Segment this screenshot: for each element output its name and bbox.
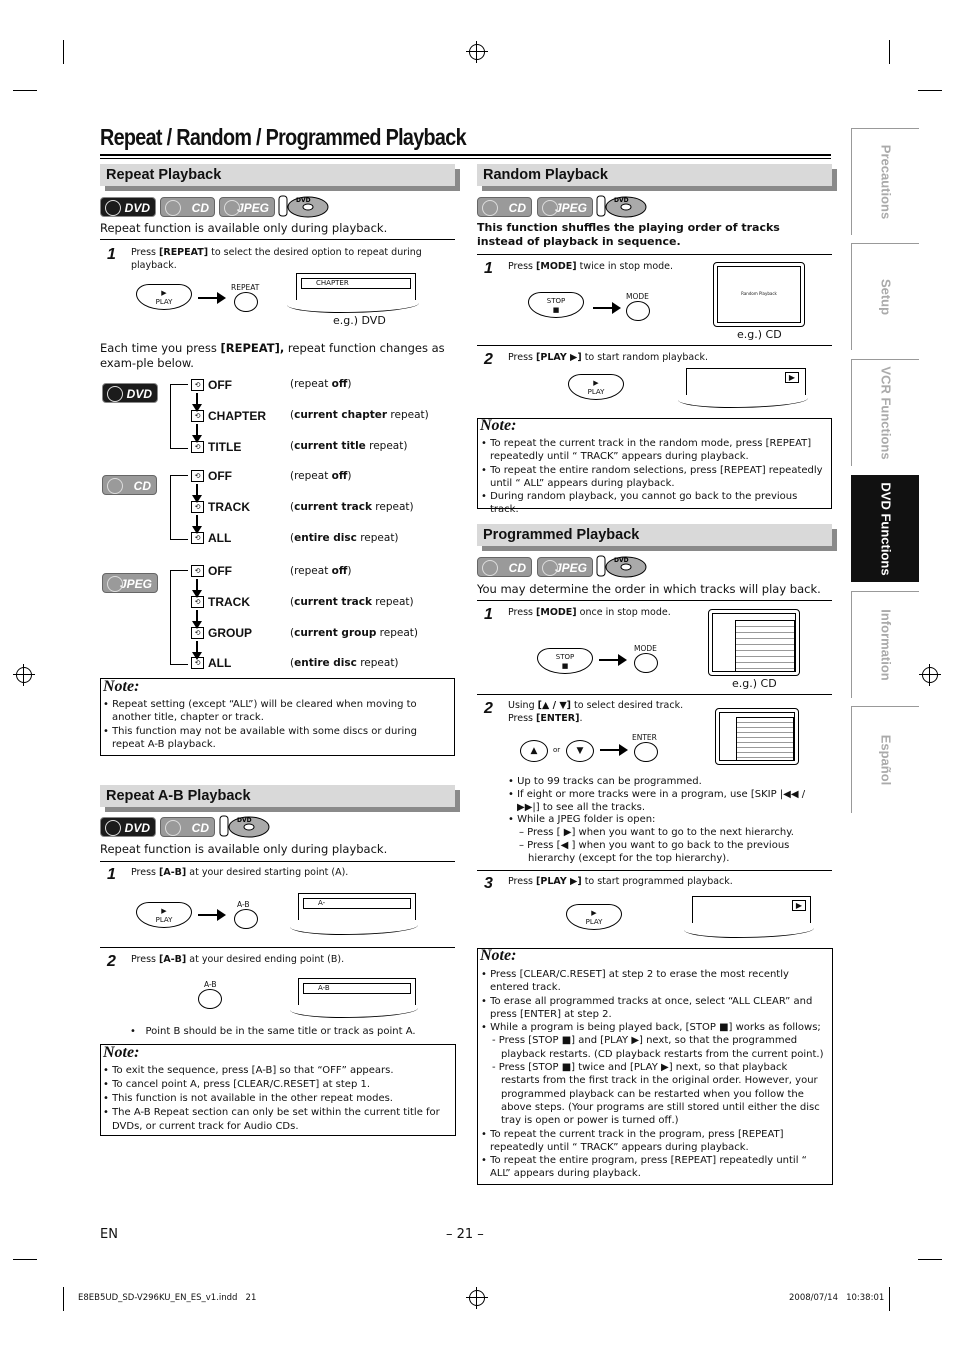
note-item: - Press [STOP ■] twice and [PLAY ▶] next, so that playback restarts from the first track in the original order. However, your programmed playback can be restarted when you follow the above steps. (Your programs are still stored until either the disc tray is open or power is turned off.) — [492, 1062, 820, 1127]
note-item: • To erase all programmed tracks at once, select “ALL CLEAR” and press [ENTER] at step 2. — [481, 995, 813, 1020]
repeat-icon: ⟲ — [191, 441, 204, 453]
cd-badge: CD — [160, 197, 215, 217]
note-item: • This function may not be available with some discs or during repeat A-B playback. — [103, 725, 417, 750]
note-item: • To repeat the current track in the random mode, press [REPEAT] repeatedly until “ TRACK” appears during playback. — [481, 438, 812, 463]
programmed-step3-text: Press [PLAY ▶] to start programmed playback. — [508, 876, 733, 887]
mode-button[interactable] — [626, 301, 650, 321]
programmed-heading: Programmed Playback — [477, 524, 832, 546]
note-title: Note: — [480, 947, 517, 964]
jpeg-option-track: TRACK — [208, 595, 250, 609]
note-item: • To repeat the entire program, press [REPEAT] repeatedly until “ ALL” appears during playback. — [481, 1155, 807, 1180]
programmed-step1-text: Press [MODE] once in stop mode. — [508, 607, 671, 618]
osd-screen: Random Playback — [713, 262, 805, 327]
repeat-icon: ⟲ — [191, 565, 204, 577]
bullet-item: • If eight or more tracks were in a program, use [SKIP |◀◀ / ▶▶|] to see all the tracks. — [508, 788, 806, 813]
step-number: 1 — [484, 606, 493, 623]
repeat-icon: ⟲ — [191, 470, 204, 482]
program-screen — [708, 609, 800, 676]
svg-text:DVD: DVD — [614, 197, 629, 204]
random-step1-text: Press [MODE] twice in stop mode. — [508, 261, 674, 272]
note-item: • To exit the sequence, press [A-B] so that “OFF” appears. — [103, 1065, 394, 1076]
note-item: • To repeat the current track in the program, press [REPEAT] repeatedly until “ TRACK” appears during playback. — [481, 1128, 784, 1153]
jpeg-option-group: GROUP — [208, 626, 253, 640]
program-screen — [715, 708, 799, 765]
arrow-icon — [198, 914, 218, 916]
repeat-icon: ⟲ — [191, 532, 204, 544]
mode-button-label: MODE — [634, 644, 657, 653]
repeat-heading: Repeat Playback — [100, 164, 455, 186]
title-rule — [100, 158, 831, 159]
option-desc: (repeat off) — [290, 565, 352, 577]
ab-step1-text: Press [A-B] at your desired starting point (A). — [131, 867, 349, 878]
dvd-option-title: TITLE — [208, 440, 242, 454]
footer-file: E8EB5UD_SD-V296KU_EN_ES_v1.indd 21 — [78, 1293, 257, 1303]
note-item: • This function is not available in the other repeat modes. — [103, 1093, 393, 1104]
dvd-disc-icon — [596, 194, 648, 218]
osd-screen: CHAPTER — [296, 273, 416, 300]
cd-option-off: OFF — [208, 469, 232, 483]
note-list — [481, 968, 827, 1181]
tab-espanol[interactable]: Español — [851, 706, 919, 813]
enter-button-label: ENTER — [632, 733, 657, 742]
note-item: • During random playback, you cannot go back to the previous track. — [481, 491, 798, 516]
or-label: or — [553, 746, 561, 754]
step-number: 2 — [484, 351, 493, 368]
stop-button[interactable]: STOP ■ — [537, 648, 593, 674]
cd-option-track: TRACK — [208, 500, 250, 514]
page-number: – 21 – — [446, 1227, 484, 1242]
tab-vcr-functions[interactable]: VCR Functions — [851, 359, 919, 466]
repeat-icon: ⟲ — [191, 501, 204, 513]
arrow-icon — [599, 659, 619, 661]
dvd-badge: DVD — [102, 383, 158, 403]
step-number: 2 — [484, 700, 493, 717]
option-desc: (repeat off) — [290, 470, 352, 482]
bullet-item: • While a JPEG folder is open: — [508, 814, 656, 826]
page-title: Repeat / Random / Programmed Playback — [100, 124, 466, 150]
random-intro: This function shuffles the playing order of tracks instead of playback in sequence. — [477, 221, 780, 248]
cd-badge: CD — [160, 817, 215, 837]
repeat-icon: ⟲ — [191, 627, 204, 639]
mode-button-label: MODE — [626, 292, 649, 301]
play-button[interactable]: ▶ PLAY — [568, 374, 624, 400]
osd-screen: A-B — [298, 978, 416, 1005]
option-desc: (current chapter repeat) — [290, 409, 429, 421]
dvd-badge: DVD — [100, 817, 156, 837]
up-button[interactable]: ▲ — [520, 740, 548, 762]
note-item: • To cancel point A, press [CLEAR/C.RESET] at step 1. — [103, 1079, 371, 1090]
jpeg-badge: JPEG — [102, 573, 158, 593]
note-item: - Press [STOP ■] and [PLAY ▶] next, so that the programmed playback restarts. (CD playback restarts from the current point.) — [492, 1035, 824, 1060]
title-rule — [100, 154, 831, 156]
tab-information[interactable]: Information — [851, 591, 919, 698]
eg-label: e.g.) DVD — [333, 314, 386, 327]
dvd-disc-icon — [278, 194, 330, 218]
jpeg-badge: JPEG — [219, 197, 275, 217]
note-list — [481, 437, 826, 517]
option-desc: (repeat off) — [290, 378, 352, 390]
svg-text:DVD: DVD — [296, 197, 311, 204]
dvd-option-chapter: CHAPTER — [208, 409, 267, 423]
osd-screen: ▶ — [686, 368, 806, 395]
play-button[interactable]: ▶ PLAY — [136, 284, 192, 310]
jpeg-badge: JPEG — [537, 557, 593, 577]
repeat-button-label: REPEAT — [231, 283, 260, 292]
osd-screen: A- — [298, 893, 416, 920]
bullet-item: – Press [ ▶] when you want to go to the next hierarchy. — [519, 827, 794, 839]
note-title: Note: — [480, 417, 517, 434]
step-number: 2 — [107, 953, 116, 970]
point-note: • Point B should be in the same title or track as point A. — [130, 1026, 416, 1037]
step-number: 3 — [484, 875, 493, 892]
svg-text:DVD: DVD — [237, 817, 252, 824]
programmed-step2-text: Using [▲ / ▼] to select desired track. Press [ENTER]. — [508, 700, 684, 724]
random-heading: Random Playback — [477, 164, 832, 186]
footer-date: 2008/07/14 10:38:01 — [789, 1293, 885, 1303]
option-desc: (entire disc repeat) — [290, 657, 399, 669]
note-item: • While a program is being played back, [STOP ■] works as follows; — [481, 1022, 821, 1034]
tab-precautions[interactable]: Precautions — [851, 128, 919, 235]
note-title: Note: — [103, 678, 140, 695]
option-desc: (entire disc repeat) — [290, 532, 399, 544]
note-list — [103, 1064, 450, 1134]
dvd-badge: DVD — [100, 197, 156, 217]
cd-badge: CD — [477, 557, 532, 577]
note-item: • Repeat setting (except “ALL”) will be cleared when moving to another title, chapter or track. — [103, 699, 417, 724]
mode-button[interactable] — [634, 653, 658, 673]
osd-screen: ▶ — [692, 896, 811, 923]
play-button[interactable]: ▶ PLAY — [136, 902, 192, 928]
play-button[interactable]: ▶ PLAY — [566, 904, 622, 930]
repeat-icon: ⟲ — [191, 596, 204, 608]
note-list — [103, 698, 449, 751]
ab-step2-text: Press [A-B] at your desired ending point (B). — [131, 954, 345, 965]
note-title: Note: — [103, 1044, 140, 1061]
bullet-item: • Up to 99 tracks can be programmed. — [508, 776, 702, 787]
repeat-each-text: Each time you press [REPEAT], repeat function changes as exam-ple below. — [100, 341, 445, 370]
jpeg-option-all: ALL — [208, 656, 232, 670]
option-desc: (current track repeat) — [290, 501, 414, 513]
cd-badge: CD — [477, 197, 532, 217]
cd-option-all: ALL — [208, 531, 232, 545]
note-item: • The A-B Repeat section can only be set within the current title for DVDs, or current track for Audio CDs. — [103, 1107, 440, 1132]
eg-label: e.g.) CD — [732, 677, 777, 690]
arrow-icon — [600, 749, 620, 751]
down-button[interactable]: ▼ — [566, 740, 594, 762]
ab-intro: Repeat function is available only during playback. — [100, 842, 388, 856]
tab-dvd-functions[interactable]: DVD Functions — [851, 475, 919, 582]
ab-button-label: A-B — [204, 980, 217, 989]
dvd-option-off: OFF — [208, 378, 232, 392]
option-desc: (current track repeat) — [290, 596, 414, 608]
step-number: 1 — [107, 866, 116, 883]
repeat-icon: ⟲ — [191, 657, 204, 669]
eg-label: e.g.) CD — [737, 328, 782, 341]
ab-button[interactable] — [234, 909, 258, 929]
note-item: • Press [CLEAR/C.RESET] at step 2 to erase the most recently entered track. — [481, 969, 789, 994]
programmed-intro: You may determine the order in which tracks will play back. — [477, 582, 821, 596]
dvd-disc-icon — [219, 814, 271, 838]
programmed-bullets — [508, 776, 830, 866]
repeat-icon: ⟲ — [191, 379, 204, 391]
enter-button[interactable] — [634, 742, 658, 762]
step-number: 1 — [107, 246, 116, 263]
option-desc: (current group repeat) — [290, 627, 419, 639]
random-step2-text: Press [PLAY ▶] to start random playback. — [508, 352, 708, 363]
arrow-icon — [198, 297, 218, 299]
step-number: 1 — [484, 260, 493, 277]
ab-button-label: A-B — [237, 900, 250, 909]
ab-button[interactable] — [198, 989, 222, 1009]
jpeg-option-off: OFF — [208, 564, 232, 578]
cd-badge: CD — [102, 475, 157, 495]
bullet-item: – Press [◀ ] when you want to go back to the previous hierarchy (except for the top hierarchy). — [519, 839, 790, 864]
repeat-intro: Repeat function is available only during playback. — [100, 221, 388, 235]
repeat-step1-text: Press [REPEAT] to select the desired option to repeat during playback. — [131, 247, 422, 271]
stop-button[interactable]: STOP ■ — [528, 292, 584, 318]
option-desc: (current title repeat) — [290, 440, 408, 452]
repeat-ab-heading: Repeat A-B Playback — [100, 785, 455, 807]
tab-setup[interactable]: Setup — [851, 243, 919, 350]
dvd-disc-icon — [596, 554, 648, 578]
svg-text:DVD: DVD — [614, 557, 629, 564]
note-item: • To repeat the entire random selections, press [REPEAT] repeatedly until “ ALL” appears during playback. — [481, 464, 823, 489]
jpeg-badge: JPEG — [537, 197, 593, 217]
repeat-button[interactable] — [234, 292, 258, 312]
repeat-icon: ⟲ — [191, 410, 204, 422]
arrow-icon — [593, 307, 613, 309]
footer-lang: EN — [100, 1227, 118, 1242]
